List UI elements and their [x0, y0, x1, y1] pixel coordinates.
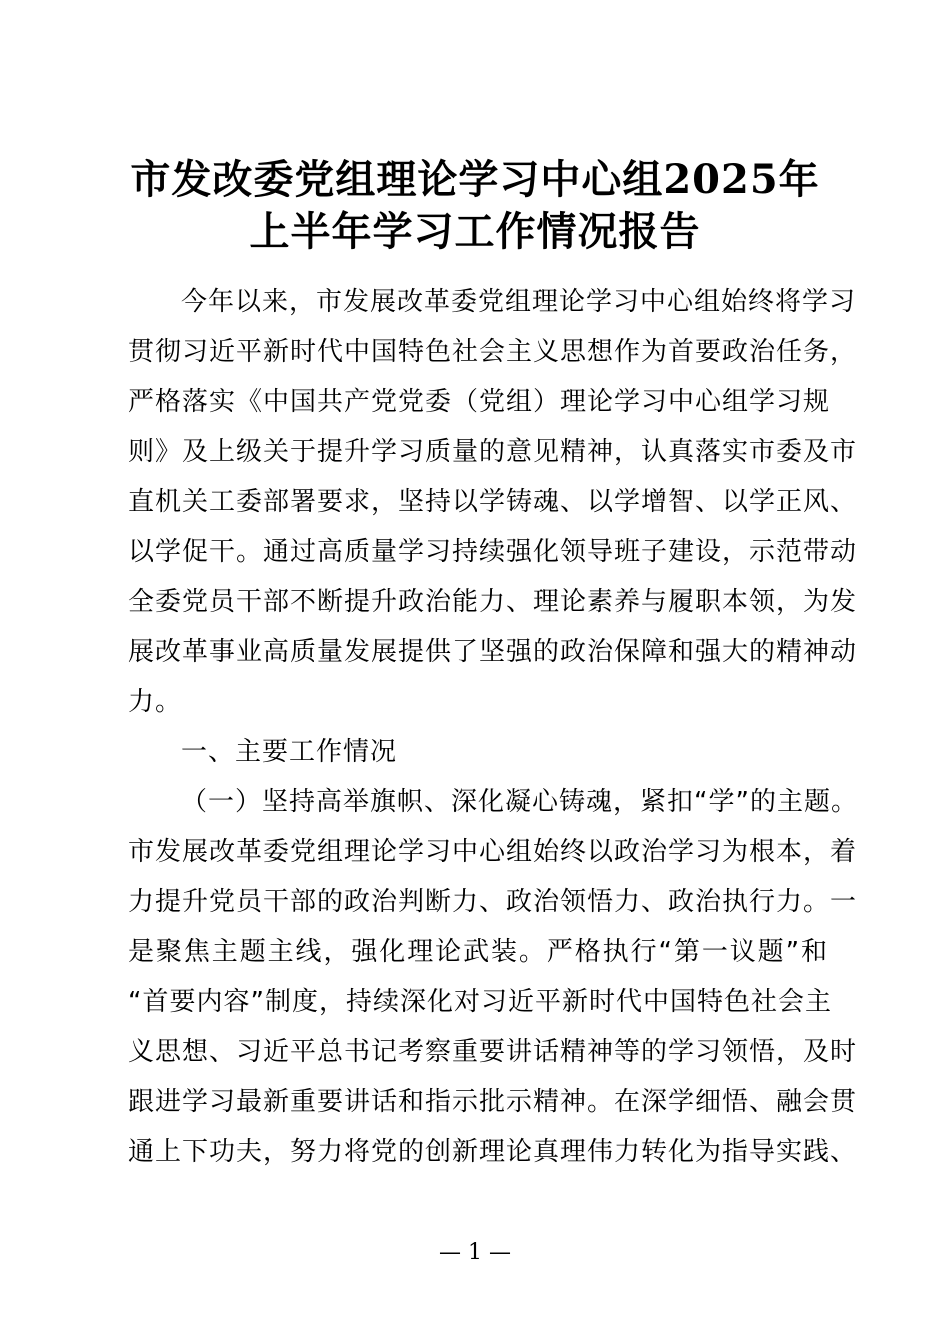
body-line-15: “首要内容”制度，持续深化对习近平新时代中国特色社会主 — [128, 987, 832, 1017]
body-line-8: 展改革事业高质量发展提供了坚强的政治保障和强大的精神动 — [128, 637, 858, 667]
body-line-17: 跟进学习最新重要讲话和指示批示精神。在深学细悟、融会贯 — [128, 1087, 858, 1117]
body-line-7: 全委党员干部不断提升政治能力、理论素养与履职本领，为发 — [128, 587, 858, 617]
body-line-4: 则》及上级关于提升学习质量的意见精神，认真落实市委及市 — [128, 437, 858, 467]
body-line-12: 市发展改革委党组理论学习中心组始终以政治学习为根本，着 — [128, 837, 858, 867]
body-line-18: 通上下功夫，努力将党的创新理论真理伟力转化为指导实践、 — [128, 1137, 858, 1167]
document-title-line-2: 上半年学习工作情况报告 — [249, 208, 701, 255]
section-heading: 一、主要工作情况 — [181, 737, 398, 767]
body-line-9: 力。 — [128, 687, 183, 717]
subsection-heading: （一）坚持高举旗帜、深化凝心铸魂，紧扣“学”的主题。 — [181, 787, 858, 817]
body-line-5: 直机关工委部署要求，坚持以学铸魂、以学增智、以学正风、 — [128, 487, 858, 517]
body-line-13: 力提升党员干部的政治判断力、政治领悟力、政治执行力。一 — [128, 887, 858, 917]
document-title-line-1: 市发改委党组理论学习中心组2025年 — [130, 156, 820, 203]
body-line-16: 义思想、习近平总书记考察重要讲话精神等的学习领悟，及时 — [128, 1037, 858, 1067]
body-line-2: 贯彻习近平新时代中国特色社会主义思想作为首要政治任务， — [128, 337, 858, 367]
body-line-1: 今年以来，市发展改革委党组理论学习中心组始终将学习 — [181, 287, 857, 317]
body-line-3: 严格落实《中国共产党党委（党组）理论学习中心组学习规 — [128, 387, 831, 417]
page-number: — 1 — — [439, 1240, 511, 1265]
body-line-6: 以学促干。通过高质量学习持续强化领导班子建设，示范带动 — [128, 537, 858, 567]
body-line-14: 是聚焦主题主线，强化理论武装。严格执行“第一议题”和 — [128, 937, 828, 967]
